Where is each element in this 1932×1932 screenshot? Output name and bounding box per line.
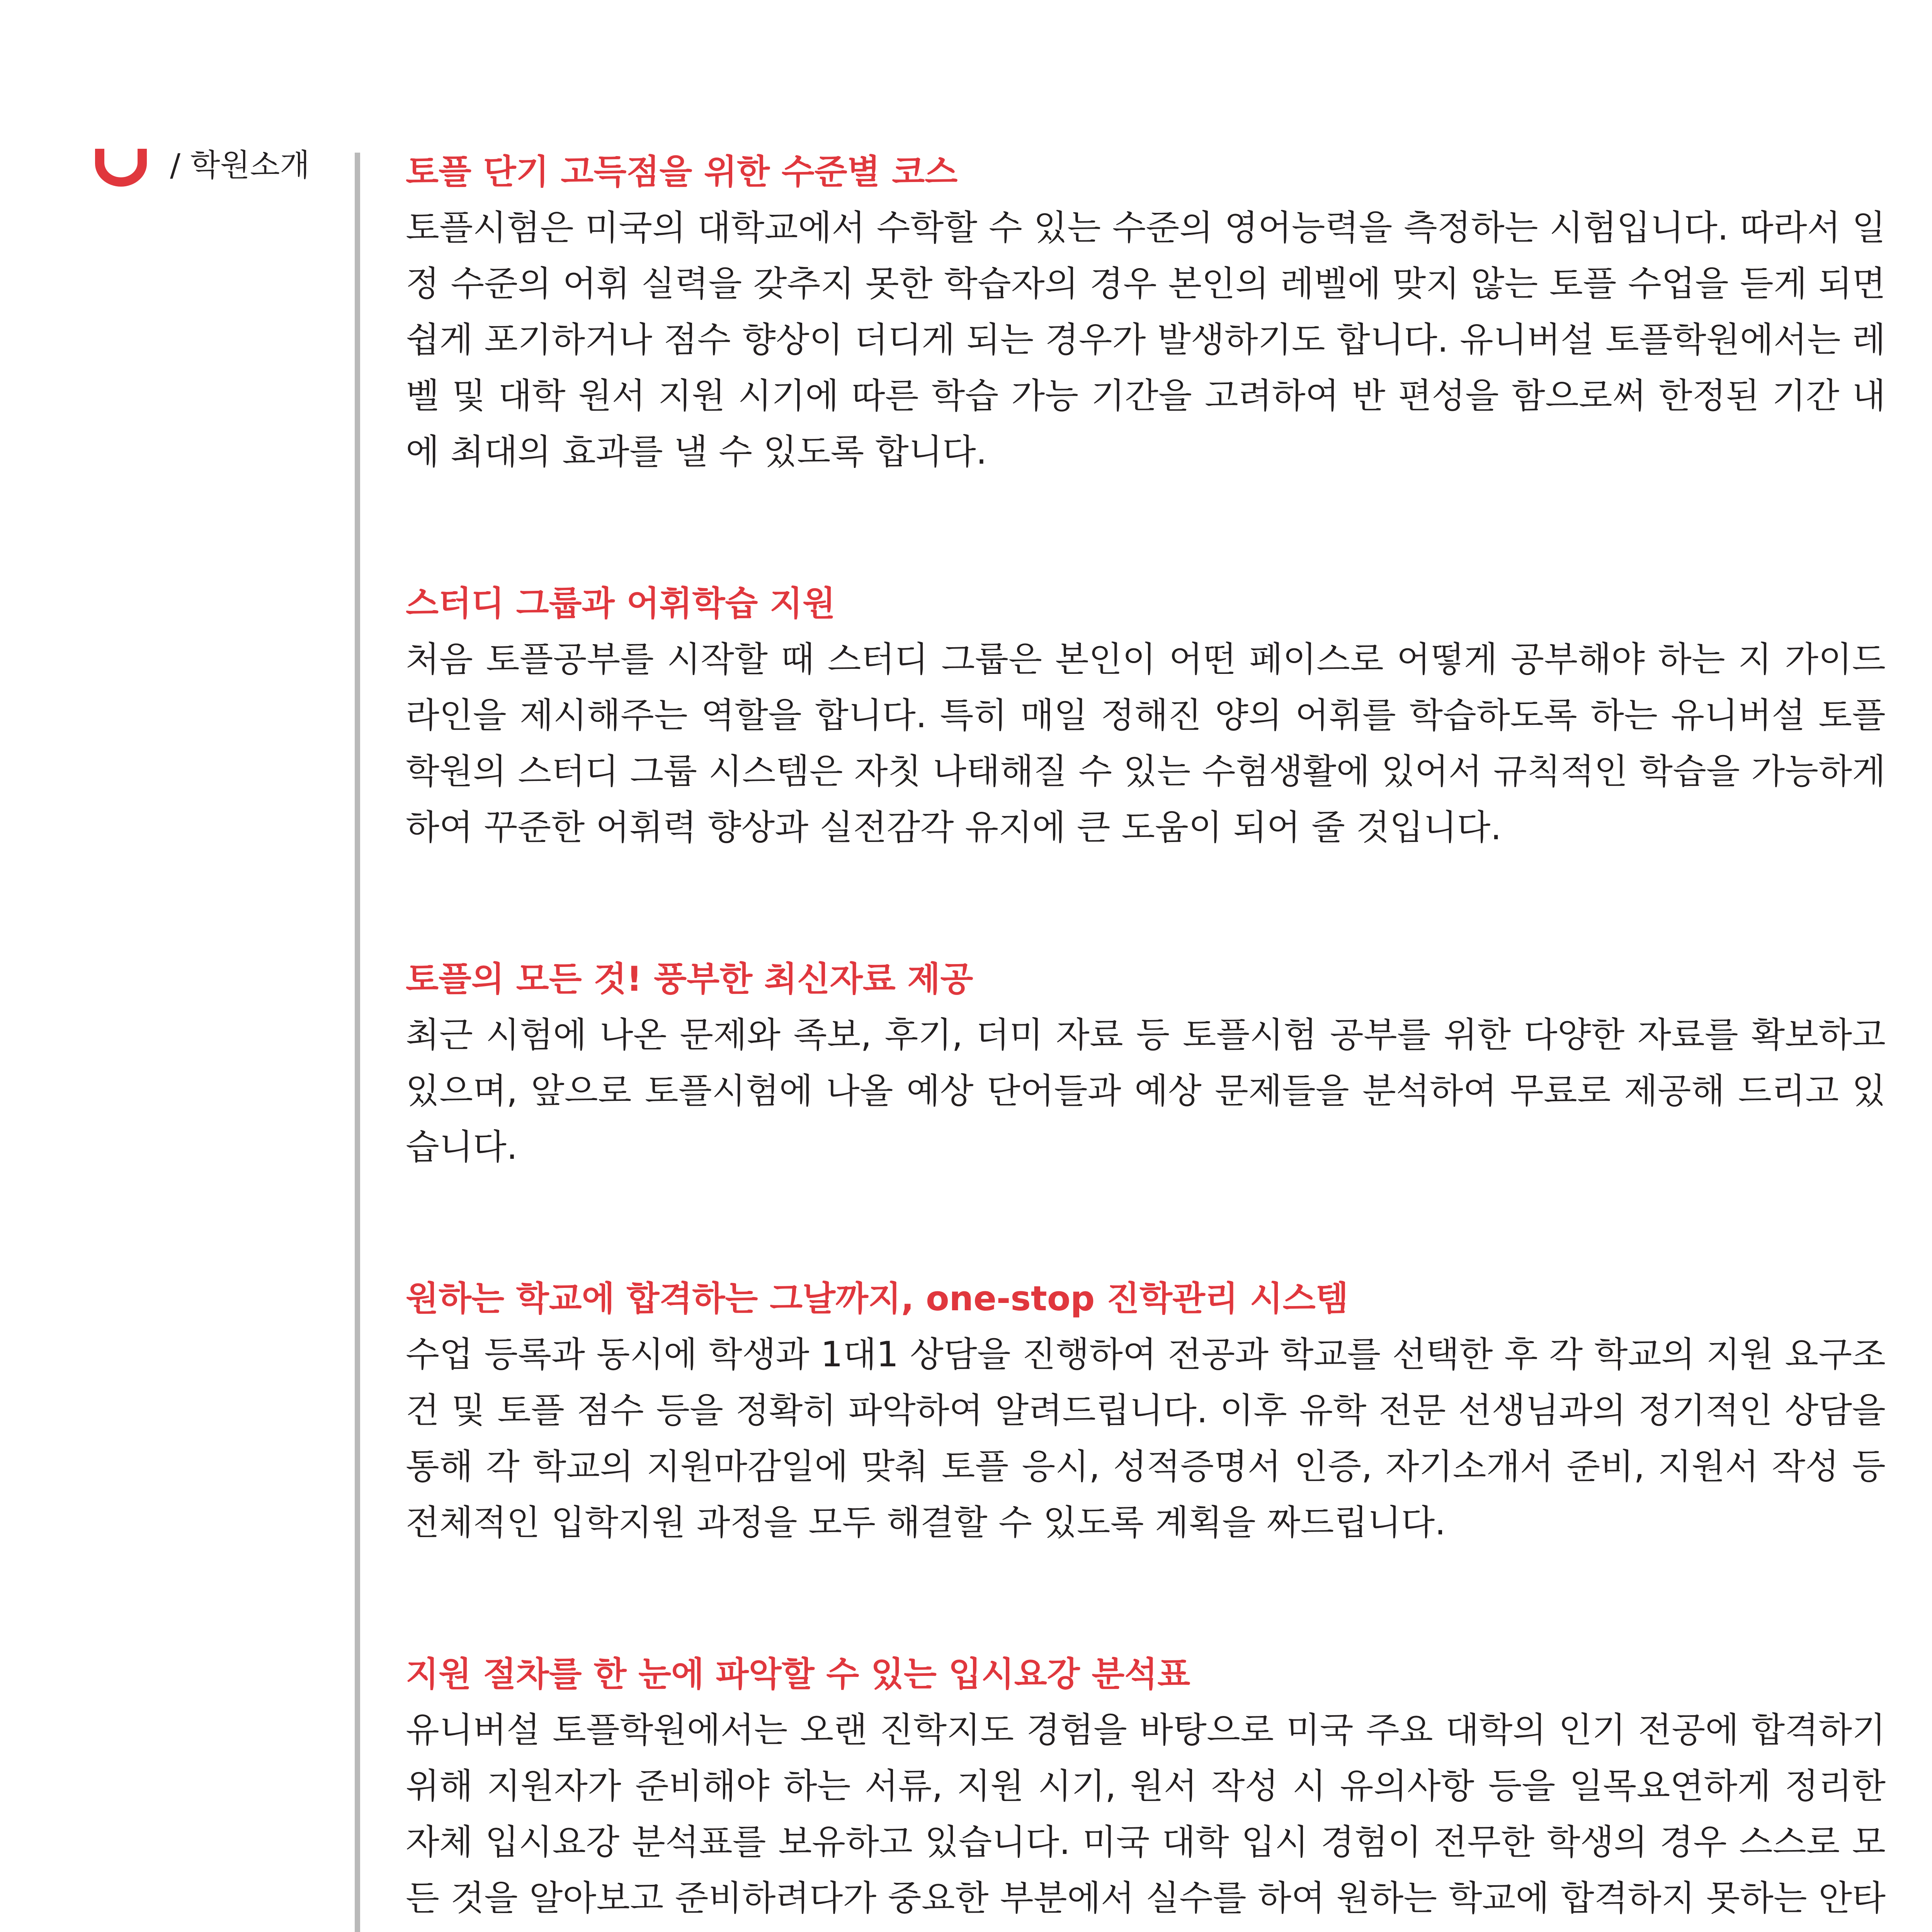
section-body: 토플시험은 미국의 대학교에서 수학할 수 있는 수준의 영어능력을 측정하는 시험입니다. 따라서 일정 수준의 어휘 실력을 갖추지 못한 학습자의 경우 본인의 레벨에 맞지 않는 토플 수업을 듣게 되면 쉽게 포기하거나 점수 향상이 더디게 되는 경우가 발생하기도 합니다. 유니버설 토플학원에서는 레벨 및 대학 원서 지원 시기에 따른 학습 가능 기간을 고려하여 반 편성을 함으로써 한정된 기간 내에 최대의 효과를 낼 수 있도록 합니다. <box>406 207 1886 472</box>
section-body: 최근 시험에 나온 문제와 족보, 후기, 더미 자료 등 토플시험 공부를 위한 다양한 자료를 확보하고 있으며, 앞으로 토플시험에 나올 예상 단어들과 예상 문제들을 분석하여 무료로 제공해 드리고 있습니다. <box>406 1015 1886 1167</box>
vertical-divider <box>355 153 360 1932</box>
brand-logo <box>88 145 154 191</box>
section-title: 원하는 학교에 합격하는 그날까지, one-stop 진학관리 시스템 <box>406 1279 1349 1318</box>
section-materials <box>406 956 1886 1175</box>
section-body: 유니버설 토플학원에서는 오랜 진학지도 경험을 바탕으로 미국 주요 대학의 인기 전공에 합격하기 위해 지원자가 준비해야 하는 서류, 지원 시기, 원서 작성 시 유의사항 등을 일목요연하게 정리한 자체 입시요강 분석표를 보유하고 있습니다. 미국 대학 입시 경험이 전무한 학생의 경우 스스로 모든 것을 알아보고 준비하려다가 중요한 부분에서 실수를 하여 원하는 학교에 합격하지 못하는 안타 <box>406 1710 1886 1918</box>
section-level-courses <box>406 149 1886 480</box>
section-title: 지원 절차를 한 눈에 파악할 수 있는 입시요강 분석표 <box>406 1654 1190 1694</box>
section-admission-analysis <box>406 1651 1886 1932</box>
section-title: 토플 단기 고득점을 위한 수준별 코스 <box>406 152 958 192</box>
section-title: 스터디 그룹과 어휘학습 지원 <box>406 583 836 623</box>
breadcrumb: / 학원소개 <box>170 147 310 183</box>
section-one-stop <box>406 1276 1886 1551</box>
section-study-group <box>406 580 1886 855</box>
section-body: 수업 등록과 동시에 학생과 1대1 상담을 진행하여 전공과 학교를 선택한 후 각 학교의 지원 요구조건 및 토플 점수 등을 정확히 파악하여 알려드립니다. 이후 유학 전문 선생님과의 정기적인 상담을 통해 각 학교의 지원마감일에 맞춰 토플 응시, 성적증명서 인증, 자기소개서 준비, 지원서 작성 등 전체적인 입학지원 과정을 모두 해결할 수 있도록 계획을 짜드립니다. <box>406 1334 1886 1543</box>
main-content <box>406 149 1886 1932</box>
section-body: 처음 토플공부를 시작할 때 스터디 그룹은 본인이 어떤 페이스로 어떻게 공부해야 하는 지 가이드라인을 제시해주는 역할을 합니다. 특히 매일 정해진 양의 어휘를 학습하도록 하는 유니버설 토플학원의 스터디 그룹 시스템은 자칫 나태해질 수 있는 수험생활에 있어서 규칙적인 학습을 가능하게 하여 꾸준한 어휘력 향상과 실전감각 유지에 큰 도움이 되어 줄 것입니다. <box>406 639 1886 848</box>
section-title: 토플의 모든 것! 풍부한 최신자료 제공 <box>406 959 973 999</box>
